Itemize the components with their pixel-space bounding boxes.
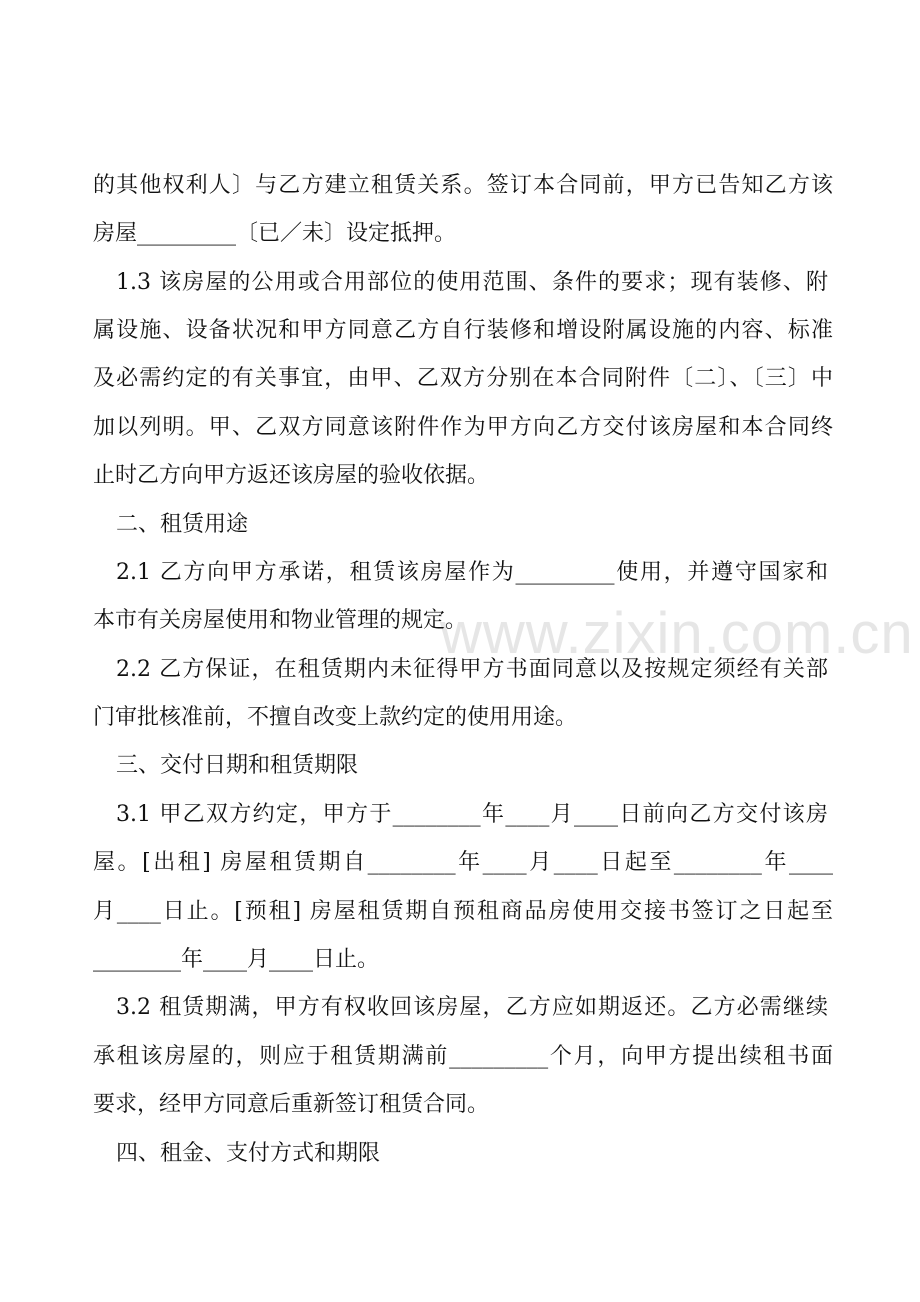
section-heading: 三、交付日期和租赁期限 [116,753,359,778]
text-line: 1.3 该房屋的公用或合用部位的使用范围、条件的要求；现有装修、附 [116,270,828,295]
watermark: www.zixin.com.cn [440,601,914,666]
text-line: 门审批核准前，不擅自改变上款约定的使用用途。 [93,705,578,730]
text-line: 3.2 租赁期满，甲方有权收回该房屋，乙方应如期返还。乙方必需继续 [116,995,828,1020]
section-heading: 四、租金、支付方式和期限 [116,1141,381,1166]
section-heading: 二、租赁用途 [116,512,249,537]
text-line: 月____日止。[预租] 房屋租赁期自预租商品房使用交接书签订之日起至 [93,899,833,924]
text-line: ________年____月____日止。 [93,947,380,972]
text-line: 要求，经甲方同意后重新签订租赁合同。 [93,1092,490,1117]
text-line: 属设施、设备状况和甲方同意乙方自行装修和增设附属设施的内容、标准 [93,318,833,343]
text-line: 2.1 乙方向甲方承诺，租赁该房屋作为_________使用，并遵守国家和 [116,560,828,585]
text-line: 2.2 乙方保证，在租赁期内未征得甲方书面同意以及按规定须经有关部 [116,657,828,682]
text-line: 屋。[出租] 房屋租赁期自________年____月____日起至________年____ [93,850,833,875]
text-line: 止时乙方向甲方返还该房屋的验收依据。 [93,463,490,488]
text-line: 承租该房屋的，则应于租赁期满前_________个月，向甲方提出续租书面 [93,1044,833,1069]
text-line: 房屋_________〔已／未〕设定抵押。 [93,221,457,246]
text-line: 本市有关房屋使用和物业管理的规定。 [93,608,468,633]
text-line: 加以列明。甲、乙双方同意该附件作为甲方向乙方交付该房屋和本合同终 [93,415,833,440]
text-line: 的其他权利人〕与乙方建立租赁关系。签订本合同前，甲方已告知乙方该 [93,173,833,198]
text-line: 3.1 甲乙双方约定，甲方于________年____月____日前向乙方交付该房 [116,802,828,827]
text-line: 及必需约定的有关事宜，由甲、乙双方分别在本合同附件〔二〕、〔三〕中 [93,366,833,391]
